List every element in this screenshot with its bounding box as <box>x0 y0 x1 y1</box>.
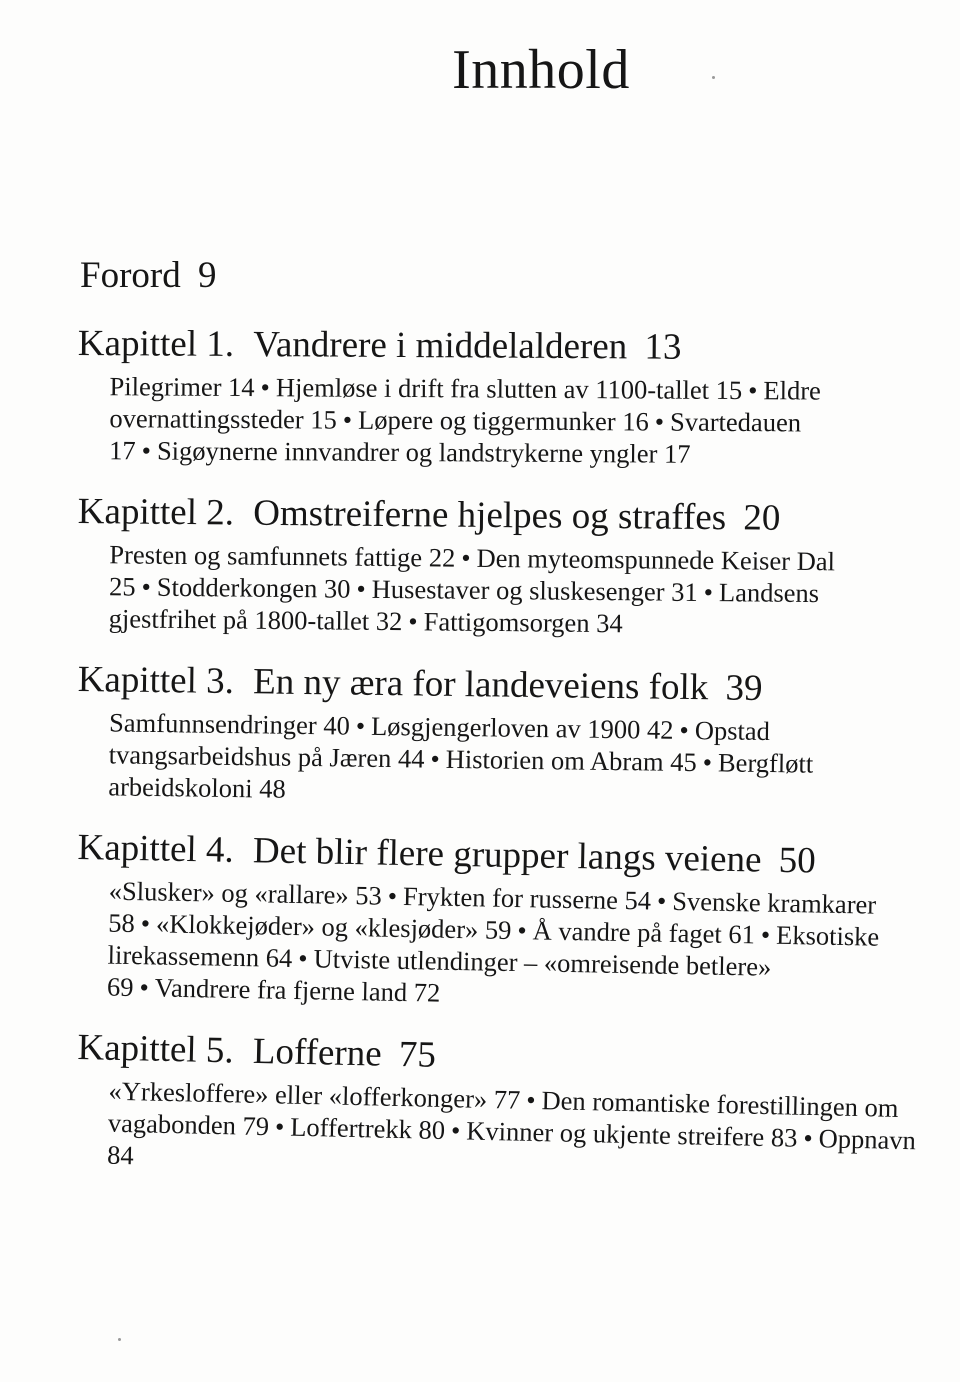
bullet-separator: • <box>703 577 714 608</box>
chapter-title: Omstreiferne hjelpes og straffes <box>253 492 727 539</box>
toc-entry-forord <box>80 252 938 300</box>
section-title: Husestaver og sluskesenger <box>371 573 665 607</box>
bullet-separator: • <box>461 542 471 573</box>
section-page: 44 <box>397 743 425 774</box>
bullet-separator: • <box>387 880 398 911</box>
chapter-page: 75 <box>398 1034 437 1076</box>
section-page: 72 <box>413 977 441 1008</box>
section-page: 25 <box>108 571 136 602</box>
section-page: 30 <box>323 573 351 604</box>
chapter-label: Kapittel 3. <box>77 658 235 703</box>
section-page: 16 <box>622 406 649 437</box>
section-title: Frykten for russerne <box>402 880 619 915</box>
section-title: Eldre overnattingssteder <box>109 375 821 435</box>
chapter-heading <box>77 658 938 713</box>
bullet-separator: • <box>760 919 771 950</box>
bullet-separator: • <box>430 743 440 774</box>
section-title: Pilegrimer <box>109 371 222 402</box>
chapter-page: 20 <box>743 497 781 539</box>
section-title: Svartedauen <box>669 406 802 438</box>
bullet-separator: • <box>141 571 152 602</box>
chapter-sections <box>107 1075 921 1189</box>
toc-chapter-2 <box>77 490 938 642</box>
section-title: Å vandre på faget <box>532 915 723 949</box>
page-speck <box>118 1338 121 1341</box>
chapter-sections <box>107 875 921 1018</box>
section-page: 48 <box>258 773 286 804</box>
section-title: Vandrere fra fjerne land <box>154 972 408 1008</box>
chapter-label: Kapittel 2. <box>77 490 235 534</box>
chapter-sections <box>109 538 922 642</box>
bullet-separator: • <box>654 406 665 437</box>
section-page: 14 <box>228 371 255 403</box>
section-page: 84 <box>106 1139 135 1171</box>
section-page: 45 <box>670 746 697 778</box>
section-page: 61 <box>728 918 756 950</box>
chapter-title: Lofferne <box>252 1030 383 1075</box>
section-title: Loffertrekk <box>289 1111 413 1145</box>
toc-chapter-5 <box>75 1026 938 1189</box>
section-page: 69 <box>106 971 134 1003</box>
bullet-separator: • <box>298 943 308 974</box>
bullet-separator: • <box>748 375 758 406</box>
section-title: «Yrkesloffere» eller «lofferkonger» <box>108 1075 488 1114</box>
section-page: 77 <box>493 1084 521 1115</box>
section-page: 59 <box>484 914 512 945</box>
section-title: Presten og samfunnets fattige <box>109 539 423 573</box>
section-title: Hjemløse i drift fra slutten av 1100-tallet <box>275 372 710 405</box>
section-page: 32 <box>375 605 403 637</box>
toc-chapter-4 <box>75 826 938 1018</box>
bullet-separator: • <box>260 372 270 403</box>
bullet-separator: • <box>355 710 366 741</box>
section-page: 58 <box>107 907 136 939</box>
bullet-separator: • <box>141 435 152 466</box>
section-title: Historien om Abram <box>445 743 664 777</box>
bullet-separator: • <box>450 1115 461 1146</box>
section-page: 64 <box>265 942 293 973</box>
section-title: Svenske kramkarer <box>672 885 877 920</box>
section-page: 54 <box>624 885 652 916</box>
section-title: Den romantiske forestillingen om vagabonden <box>107 1085 899 1141</box>
chapter-sections <box>108 706 921 813</box>
chapter-title: Vandrere i middelalderen <box>253 324 628 368</box>
section-page: 15 <box>715 374 743 406</box>
section-title: Kvinner og ukjente streifere <box>466 1115 765 1152</box>
page-title: Innhold <box>452 39 630 101</box>
bullet-separator: • <box>656 885 667 916</box>
section-title: Landsens gjestfrihet på 1800-tallet <box>108 577 820 636</box>
section-title: Bergfløtt arbeidskoloni <box>108 747 814 804</box>
bullet-separator: • <box>679 714 690 746</box>
chapter-page: 50 <box>778 839 817 882</box>
bullet-separator: • <box>517 915 527 946</box>
section-page: 34 <box>596 607 623 639</box>
section-title: Eksotiske lirekassemenn <box>107 919 880 973</box>
bullet-separator: • <box>803 1122 813 1154</box>
section-page: 83 <box>770 1122 798 1153</box>
section-title: Sigøynerne innvandrer og landstrykerne yngler <box>156 435 658 469</box>
section-page: 22 <box>428 542 456 573</box>
section-title: «Slusker» og «rallare» <box>108 875 349 910</box>
toc-chapter-3 <box>76 658 938 813</box>
bullet-separator: • <box>702 747 713 778</box>
section-title: Opstad tvangsarbeidshus på Jæren <box>108 715 771 774</box>
bullet-separator: • <box>274 1111 285 1142</box>
section-title: Løpere og tiggermunker <box>358 404 616 437</box>
section-page: 79 <box>242 1110 270 1142</box>
section-page: 42 <box>646 714 674 745</box>
bullet-separator: • <box>356 573 366 604</box>
section-page: 17 <box>109 435 136 466</box>
bullet-separator: • <box>139 972 150 1003</box>
section-title: Stodderkongen <box>156 571 318 604</box>
section-title: «Klokkejøder» og «klesjøder» <box>155 908 479 945</box>
section-page: 17 <box>663 438 691 469</box>
toc-entry-page: 9 <box>197 255 217 296</box>
section-title: Den myteomspunnede Keiser Dal <box>476 542 836 577</box>
chapter-page: 13 <box>644 326 682 368</box>
chapter-sections <box>109 370 922 471</box>
chapter-label: Kapittel 1. <box>77 323 235 365</box>
bullet-separator: • <box>525 1084 536 1115</box>
section-title: Fattigomsorgen <box>423 606 590 638</box>
section-page: 53 <box>355 880 383 911</box>
section-title: Samfunnsendringer <box>108 707 317 741</box>
chapter-heading <box>78 490 938 542</box>
section-page: 80 <box>418 1114 446 1146</box>
section-title: Oppnavn <box>818 1123 917 1156</box>
section-title: Utviste utlendinger – «omreisende betlere» <box>313 943 772 982</box>
bullet-separator: • <box>140 908 151 939</box>
chapter-page: 39 <box>725 667 763 709</box>
chapter-label: Kapittel 5. <box>77 1026 235 1072</box>
bullet-separator: • <box>408 606 418 637</box>
toc-chapter-1 <box>77 322 938 471</box>
page-speck <box>712 76 715 79</box>
section-page: 40 <box>323 710 351 741</box>
section-page: 31 <box>671 576 698 607</box>
chapter-title: En ny æra for landeveiens folk <box>252 661 709 709</box>
table-of-contents <box>78 252 938 1194</box>
chapter-label: Kapittel 4. <box>77 826 235 871</box>
section-title: Løsgjengerloven av 1900 <box>370 710 641 745</box>
chapter-heading <box>78 322 938 371</box>
bullet-separator: • <box>342 404 353 435</box>
section-page: 15 <box>310 404 337 435</box>
toc-entry-title: Forord <box>80 255 181 296</box>
chapter-title: Det blir flere grupper langs veiene <box>252 830 762 881</box>
